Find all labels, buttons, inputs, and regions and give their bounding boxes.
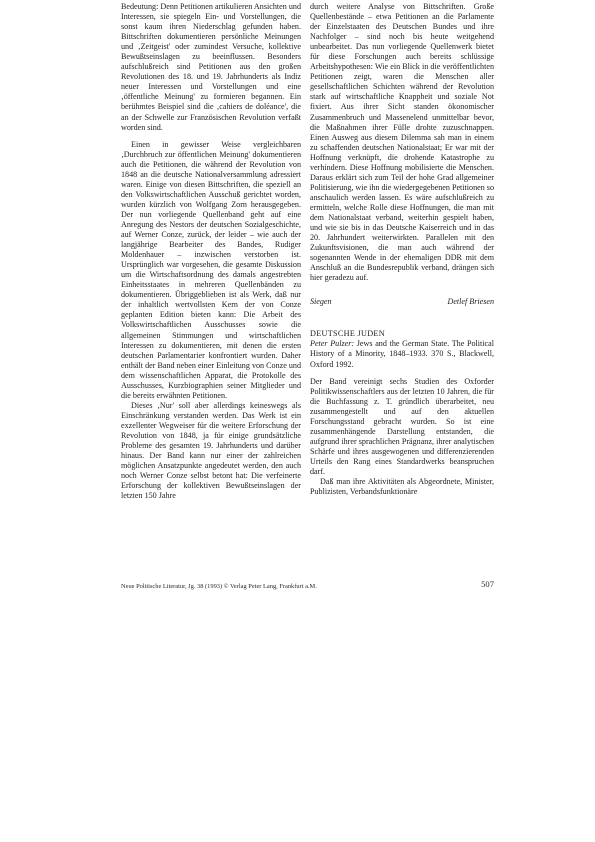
body-paragraph: Dieses ‚Nur' soll aber allerdings keineswegs als Einschränkung verstanden werden. Das Werk ist ein exzellenter Wegweiser für die weitere Erforschung der Revolution von 1848, ja für einige grundsätzliche Probleme des gesamten 19. Jahrhunderts und darüber hinaus. Der Band kann nur einer der zahlreichen möglichen Ansatzpunkte angedeutet werden, den auch noch Werner Conze selbst betont hat: Die verfeinerte Erforschung der kollektiven Bewußtseinslagen der letzten 150 Jahre bbox=[121, 400, 301, 501]
review-signature bbox=[310, 297, 494, 307]
book-author: Peter Pulzer: bbox=[310, 339, 355, 349]
journal-citation: Neue Politische Literatur, Jg. 38 (1993) © Verlag Peter Lang, Frankfurt a.M. bbox=[121, 583, 317, 590]
section-title: DEUTSCHE JUDEN bbox=[310, 329, 385, 339]
left-column bbox=[121, 2, 301, 501]
book-reference bbox=[310, 339, 494, 369]
body-paragraph: durch weitere Analyse von Bittschriften. Große Quellenbestände – etwa Petitionen an die Parlamente der Einzelstaaten des Deutschen Bundes und ihre Nachfolger – sind noch bis heute weitgehend unbearbeitet. Das nun vorliegende Quellenwerk bietet für diese Forschungen auch bereits schlüssige Arbeitshypothesen: Wie ein Blick in die veröffentlichten Petitionen zeigt, waren die Menschen aller gesellschaftlichen Schichten während der Revolution stark auf wirtschaftliche Knappheit und soziale Not fixiert. Aus ihrer Sicht standen ökonomischer Zusammenbruch und Massenelend unmittelbar bevor, die Maßnahmen ihrer Fülle drohte zuzuschnappen. Einen Ausweg aus diesem Dilemma sah man in einem zu schaffenden deutschen Nationalstaat; Er war mit der Hoffnung verknüpft, die drohende Katastrophe zu verhindern. Diese Hoffnung mobilisierte die Menschen. Daraus erklärt sich zum Teil der hohe Grad allgemeiner Politisierung, wie ihn die wiedergegebenen Petitionen so anschaulich werden lassen. Es wäre aufschlußreich zu ermitteln, welche Rolle diese Hoffnungen, die man mit dem Nationalstaat verband, weiterhin gespielt haben, und wie sie bis in das Deutsche Kaiserreich und in das 20. Jahrhundert weiterwirkten. Parallelen mit den Zukunftsvisionen, die man auch während der sogenannten Wende in der ehemaligen DDR mit dem Anschluß an die Bundesrepublik verband, drängen sich hier geradezu auf. bbox=[310, 2, 494, 283]
review-paragraph: Der Band vereinigt sechs Studien des Oxforder Politikwissenschaftlers aus der letzten 10 Jahren, die für die Buchfassung z. T. gründlich überarbeitet, neu zusammengestellt und auf den aktuellen Forschungsstand gebracht wurden. So ist eine zusammenhängende Darstellung entstanden, die aufgrund ihrer sprachlichen Prägnanz, ihrer analytischen Schärfe und ihres ausgewogenen und differenzierenden Urteils den Rang eines Standardwerks beanspruchen darf. bbox=[310, 376, 494, 476]
page-footer bbox=[121, 579, 494, 591]
book-details: Jews and the German State. The Political History of a Minority, 1848–1933. 370 S., Blackwell, Oxford 1992. bbox=[310, 339, 494, 369]
right-column bbox=[310, 2, 494, 497]
body-paragraph: Bedeutung: Denn Petitionen artikulieren Ansichten und Interessen, sie spiegeln Ein- und Vorstellungen, die sonst kaum ihren Niederschlag gefunden haben. Bittschriften dokumentieren persönliche Meinungen und ‚Zeitgeist' oder zumindest Versuche, kollektive Bewußtseinslagen zu beeinflussen. Besonders aufschlußreich sind Petitionen aus den großen Revolutionen des 18. und 19. Jahrhunderts als Indiz neuer Interessen und Vorstellungen und eine ‚öffentliche Meinung' zu formieren begannen. Ein berühmtes Beispiel sind die ‚cahiers de doléance', die an der Schwelle zur Französischen Revolution verfaßt worden sind. bbox=[121, 2, 301, 132]
signature-place: Siegen bbox=[310, 297, 332, 307]
body-paragraph: Einen in gewisser Weise vergleichbaren ‚Durchbruch zur öffentlichen Meinung' dokumentieren auch die Petitionen, die während der Revolution von 1848 an die deutsche Nationalversammlung adressiert waren. Einige von diesen Bittschriften, die speziell an den Volkswirtschaftlichen Ausschuß gerichtet worden, wurden kürzlich von Wolfgang Zorn herausgegeben. Der nun vorliegende Quellenband geht auf eine Anregung des Nestors der deutschen Sozialgeschichte, auf Werner Conze, zurück, der leider – wie auch der langjährige Bearbeiter des Bandes, Rudiger Moldenhauer – inzwischen verstorben ist. Ursprünglich war vorgesehen, die gesamte Diskussion um die Wirtschaftsordnung des damals angestrebten Einheitsstaates in mehreren Quellenbänden zu dokumentieren. Übriggeblieben ist als Werk, daß nur der inhaltlich wertvollsten Kern der von Conze geplanten Edition bieten kann: Die Arbeit des Volkswirtschaftlichen Ausschusses sowie die allgemeinen Stimmungen und wirtschaftlichen Interessen zu dokumentieren, mit denen die ersten deutschen Parlamentarier konfrontiert wurden. Daher enthält der Band neben einer Einleitung von Conze und dem wissenschaftlichen Apparat, die Protokolle des Ausschusses, Kurzbiographien seiner Mitglieder und die bereits erwähnten Petitionen. bbox=[121, 139, 301, 400]
review-paragraph: Daß man ihre Aktivitäten als Abgeordnete, Minister, Publizisten, Verbandsfunktionäre bbox=[310, 477, 494, 497]
signature-author: Detlef Briesen bbox=[447, 297, 494, 307]
page-number: 507 bbox=[481, 579, 494, 589]
